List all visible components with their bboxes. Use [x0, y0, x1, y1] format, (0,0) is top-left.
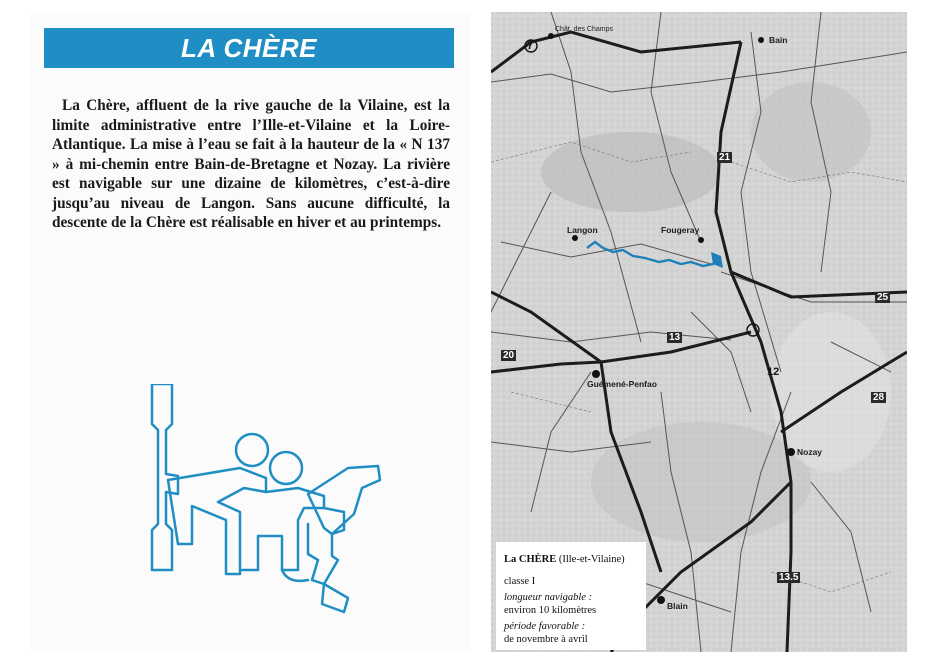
- river-info-box: [496, 542, 646, 650]
- town-guemene-penfao: Guémené-Penfao: [587, 379, 657, 389]
- road-number-21: 21: [719, 152, 731, 163]
- town-fougeray: Fougeray: [661, 225, 700, 235]
- title-banner: [44, 28, 454, 68]
- town-nozay: Nozay: [797, 447, 823, 457]
- town-blain: Blain: [667, 601, 688, 611]
- map-page: [491, 12, 907, 652]
- road-number-12: 12: [767, 366, 780, 378]
- road-number-13-5: 13.5: [779, 572, 799, 583]
- info-period-label: période favorable :: [504, 621, 586, 632]
- road-number-25: 25: [877, 292, 889, 303]
- info-length-label: longueur navigable :: [504, 592, 593, 603]
- road-number-28: 28: [873, 392, 885, 403]
- town-langon: Langon: [567, 225, 598, 235]
- canoe-paddlers-logo-icon: [148, 384, 388, 624]
- road-number-13: 13: [669, 332, 681, 343]
- info-class: classe I: [504, 576, 536, 587]
- info-period-value: de novembre à avril: [504, 634, 588, 645]
- left-page: [30, 12, 470, 652]
- road-number-7: 7: [527, 40, 534, 52]
- intro-paragraph: La Chère, affluent de la rive gauche de la Vilaine, est la limite administrative entre l’Ille-et-Vilaine et la Loire-Atlantique. La mise à l’eau se fait à la hauteur de la « N 137 » à mi-chemin entre Bain-de-Bretagne et Nozay. La rivière est navigable sur une dizaine de kilomètres, c’est-à-dire jusqu’au niveau de Langon. Sans aucune difficulté, la descente de la Chère est réalisable en hiver et au printemps.: [52, 97, 450, 231]
- road-number-20: 20: [503, 350, 515, 361]
- info-title: La CHÈRE (Ille-et-Vilaine): [504, 554, 625, 565]
- town-bain: Bain: [769, 35, 788, 45]
- page-title: LA CHÈRE: [181, 32, 317, 63]
- info-length-value: environ 10 kilomètres: [504, 605, 597, 616]
- town-chat-des-champs: Chât. des Champs: [555, 26, 613, 33]
